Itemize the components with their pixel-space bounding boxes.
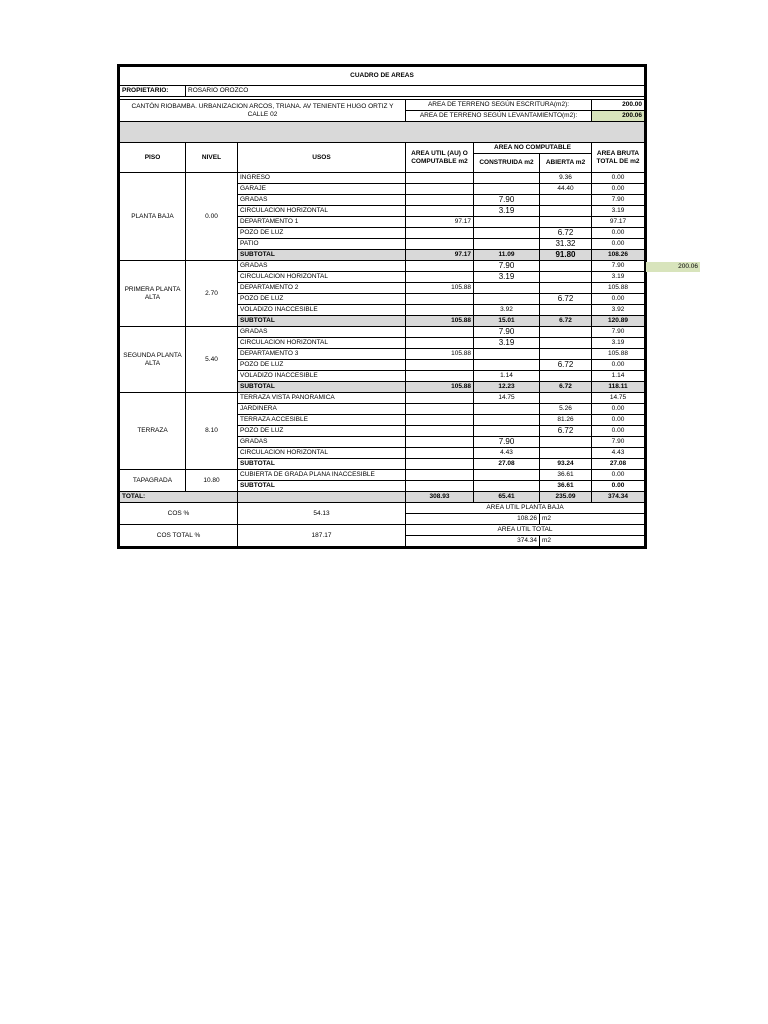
construida-value bbox=[474, 173, 540, 184]
uso-label: CIRCULACION HORIZONTAL bbox=[238, 272, 406, 283]
construida-value bbox=[474, 481, 540, 492]
bruta-value: 0.00 bbox=[592, 294, 645, 305]
header-piso: PISO bbox=[120, 143, 186, 173]
construida-value: 3.92 bbox=[474, 305, 540, 316]
util-value bbox=[406, 437, 474, 448]
total-util: 308.93 bbox=[406, 492, 474, 503]
floor-level: 0.00 bbox=[186, 173, 238, 261]
abierta-value bbox=[540, 272, 592, 283]
cos-total-area-value: 374.34 bbox=[406, 536, 540, 547]
cos-total-label: COS TOTAL % bbox=[120, 525, 238, 547]
util-value bbox=[406, 261, 474, 272]
floor-level: 2.70 bbox=[186, 261, 238, 327]
cos-value: 54.13 bbox=[238, 503, 406, 525]
bruta-value: 0.00 bbox=[592, 426, 645, 437]
floor-name: TAPAGRADA bbox=[120, 470, 186, 492]
bruta-value: 14.75 bbox=[592, 393, 645, 404]
abierta-value bbox=[540, 437, 592, 448]
util-value bbox=[406, 393, 474, 404]
cos-row bbox=[120, 503, 645, 514]
uso-label: SUBTOTAL bbox=[238, 250, 406, 261]
bruta-value: 0.00 bbox=[592, 470, 645, 481]
header-abierta: ABIERTA m2 bbox=[540, 154, 592, 173]
abierta-value bbox=[540, 327, 592, 338]
abierta-value bbox=[540, 371, 592, 382]
floor-level: 8.10 bbox=[186, 393, 238, 470]
bruta-value: 7.90 bbox=[592, 261, 645, 272]
table-row bbox=[120, 393, 645, 404]
uso-label: SUBTOTAL bbox=[238, 459, 406, 470]
construida-value: 14.75 bbox=[474, 393, 540, 404]
util-value: 105.88 bbox=[406, 316, 474, 327]
bruta-value: 120.89 bbox=[592, 316, 645, 327]
util-value bbox=[406, 239, 474, 250]
table-title: CUADRO DE AREAS bbox=[120, 67, 645, 86]
abierta-value: 36.61 bbox=[540, 470, 592, 481]
uso-label: CIRCULACION HORIZONTAL bbox=[238, 338, 406, 349]
header-usos: USOS bbox=[238, 143, 406, 173]
total-label: TOTAL: bbox=[120, 492, 238, 503]
floor-level: 5.40 bbox=[186, 327, 238, 393]
bruta-value: 3.19 bbox=[592, 206, 645, 217]
uso-label: VOLADIZO INACCESIBLE bbox=[238, 371, 406, 382]
abierta-value: 44.40 bbox=[540, 184, 592, 195]
construida-value bbox=[474, 349, 540, 360]
uso-label: TERRAZA ACCESIBLE bbox=[238, 415, 406, 426]
areas-table bbox=[119, 66, 645, 547]
util-value bbox=[406, 184, 474, 195]
uso-label: DEPARTAMENTO 3 bbox=[238, 349, 406, 360]
abierta-value: 91.80 bbox=[540, 250, 592, 261]
bruta-value: 7.90 bbox=[592, 195, 645, 206]
uso-label: CIRCULACION HORIZONTAL bbox=[238, 206, 406, 217]
total-blank bbox=[238, 492, 406, 503]
abierta-value: 5.26 bbox=[540, 404, 592, 415]
util-value bbox=[406, 459, 474, 470]
abierta-value: 6.72 bbox=[540, 316, 592, 327]
construida-value: 4.43 bbox=[474, 448, 540, 459]
abierta-value: 36.61 bbox=[540, 481, 592, 492]
uso-label: POZO DE LUZ bbox=[238, 294, 406, 305]
table-row bbox=[120, 261, 645, 272]
util-value bbox=[406, 327, 474, 338]
cos-total-row bbox=[120, 525, 645, 536]
abierta-value bbox=[540, 261, 592, 272]
bruta-value: 3.19 bbox=[592, 338, 645, 349]
uso-label: GRADAS bbox=[238, 195, 406, 206]
bruta-value: 0.00 bbox=[592, 404, 645, 415]
util-value bbox=[406, 470, 474, 481]
uso-label: SUBTOTAL bbox=[238, 382, 406, 393]
construida-value bbox=[474, 239, 540, 250]
bruta-value: 3.19 bbox=[592, 272, 645, 283]
construida-value: 7.90 bbox=[474, 195, 540, 206]
header-no-computable: AREA NO COMPUTABLE bbox=[474, 143, 592, 154]
construida-value bbox=[474, 426, 540, 437]
uso-label: DEPARTAMENTO 1 bbox=[238, 217, 406, 228]
abierta-value bbox=[540, 195, 592, 206]
construida-value: 15.01 bbox=[474, 316, 540, 327]
uso-label: VOLADIZO INACCESIBLE bbox=[238, 305, 406, 316]
abierta-value: 6.72 bbox=[540, 294, 592, 305]
table-row bbox=[120, 470, 645, 481]
floor-name: PLANTA BAJA bbox=[120, 173, 186, 261]
util-value bbox=[406, 448, 474, 459]
floor-level: 10.80 bbox=[186, 470, 238, 492]
address: CANTÓN RIOBAMBA. URBANIZACION ARCOS, TRIANA. AV TENIENTE HUGO ORTIZ Y CALLE 02 bbox=[120, 100, 406, 122]
total-construida: 65.41 bbox=[474, 492, 540, 503]
bruta-value: 3.92 bbox=[592, 305, 645, 316]
cos-label: COS % bbox=[120, 503, 238, 525]
uso-label: SUBTOTAL bbox=[238, 481, 406, 492]
util-value: 105.88 bbox=[406, 283, 474, 294]
util-value: 97.17 bbox=[406, 250, 474, 261]
floor-name: TERRAZA bbox=[120, 393, 186, 470]
terreno-levantamiento-value: 200.06 bbox=[592, 111, 645, 122]
uso-label: JARDINERA bbox=[238, 404, 406, 415]
util-value: 105.88 bbox=[406, 382, 474, 393]
uso-label: INGRESO bbox=[238, 173, 406, 184]
construida-value: 3.19 bbox=[474, 338, 540, 349]
util-value bbox=[406, 272, 474, 283]
util-value bbox=[406, 195, 474, 206]
construida-value: 3.19 bbox=[474, 206, 540, 217]
bruta-value: 1.14 bbox=[592, 371, 645, 382]
bruta-value: 7.90 bbox=[592, 437, 645, 448]
floor-name: SEGUNDA PLANTA ALTA bbox=[120, 327, 186, 393]
construida-value bbox=[474, 294, 540, 305]
uso-label: POZO DE LUZ bbox=[238, 360, 406, 371]
abierta-value: 6.72 bbox=[540, 426, 592, 437]
cos-area-unit: m2 bbox=[540, 514, 645, 525]
construida-value bbox=[474, 228, 540, 239]
abierta-value bbox=[540, 448, 592, 459]
uso-label: TERRAZA VISTA PANORAMICA bbox=[238, 393, 406, 404]
util-value bbox=[406, 206, 474, 217]
bruta-value: 4.43 bbox=[592, 448, 645, 459]
uso-label: SUBTOTAL bbox=[238, 316, 406, 327]
propietario-value: ROSARIO OROZCO bbox=[186, 86, 645, 97]
header-nivel: NIVEL bbox=[186, 143, 238, 173]
uso-label: GARAJE bbox=[238, 184, 406, 195]
cos-total-area-unit: m2 bbox=[540, 536, 645, 547]
util-value bbox=[406, 305, 474, 316]
uso-label: GRADAS bbox=[238, 261, 406, 272]
bruta-value: 0.00 bbox=[592, 184, 645, 195]
total-bruta: 374.34 bbox=[592, 492, 645, 503]
header-util: AREA UTIL (AU) O COMPUTABLE m2 bbox=[406, 143, 474, 173]
abierta-value: 6.72 bbox=[540, 228, 592, 239]
terreno-escritura-value: 200.00 bbox=[592, 100, 645, 111]
util-value bbox=[406, 294, 474, 305]
construida-value: 7.90 bbox=[474, 437, 540, 448]
uso-label: DEPARTAMENTO 2 bbox=[238, 283, 406, 294]
cos-area-value: 108.26 bbox=[406, 514, 540, 525]
abierta-value: 81.26 bbox=[540, 415, 592, 426]
construida-value: 12.23 bbox=[474, 382, 540, 393]
util-value bbox=[406, 371, 474, 382]
abierta-value bbox=[540, 338, 592, 349]
util-value bbox=[406, 173, 474, 184]
uso-label: CUBIERTA DE GRADA PLANA INACCESIBLE bbox=[238, 470, 406, 481]
construida-value bbox=[474, 404, 540, 415]
construida-value: 7.90 bbox=[474, 327, 540, 338]
abierta-value bbox=[540, 305, 592, 316]
abierta-value bbox=[540, 217, 592, 228]
uso-label: PATIO bbox=[238, 239, 406, 250]
construida-value: 1.14 bbox=[474, 371, 540, 382]
bruta-value: 0.00 bbox=[592, 481, 645, 492]
util-value bbox=[406, 228, 474, 239]
construida-value bbox=[474, 283, 540, 294]
abierta-value: 93.24 bbox=[540, 459, 592, 470]
construida-value bbox=[474, 360, 540, 371]
util-value bbox=[406, 481, 474, 492]
bruta-value: 7.90 bbox=[592, 327, 645, 338]
construida-value: 27.08 bbox=[474, 459, 540, 470]
header-construida: CONSTRUIDA m2 bbox=[474, 154, 540, 173]
abierta-value bbox=[540, 283, 592, 294]
util-value bbox=[406, 415, 474, 426]
bruta-value: 105.88 bbox=[592, 349, 645, 360]
total-abierta: 235.09 bbox=[540, 492, 592, 503]
bruta-value: 0.00 bbox=[592, 228, 645, 239]
abierta-value: 31.32 bbox=[540, 239, 592, 250]
header-bruta: AREA BRUTA TOTAL DE m2 bbox=[592, 143, 645, 173]
construida-value bbox=[474, 470, 540, 481]
bruta-value: 0.00 bbox=[592, 360, 645, 371]
util-value bbox=[406, 360, 474, 371]
abierta-value bbox=[540, 393, 592, 404]
abierta-value bbox=[540, 206, 592, 217]
util-value: 97.17 bbox=[406, 217, 474, 228]
gray-separator bbox=[120, 122, 645, 143]
bruta-value: 0.00 bbox=[592, 239, 645, 250]
bruta-value: 105.88 bbox=[592, 283, 645, 294]
abierta-value: 9.36 bbox=[540, 173, 592, 184]
uso-label: POZO DE LUZ bbox=[238, 228, 406, 239]
uso-label: CIRCULACION HORIZONTAL bbox=[238, 448, 406, 459]
abierta-value bbox=[540, 349, 592, 360]
construida-value bbox=[474, 217, 540, 228]
construida-value bbox=[474, 415, 540, 426]
abierta-value: 6.72 bbox=[540, 382, 592, 393]
util-value bbox=[406, 338, 474, 349]
bruta-value: 97.17 bbox=[592, 217, 645, 228]
util-value: 105.88 bbox=[406, 349, 474, 360]
util-value bbox=[406, 426, 474, 437]
uso-label: POZO DE LUZ bbox=[238, 426, 406, 437]
abierta-value: 6.72 bbox=[540, 360, 592, 371]
bruta-value: 0.00 bbox=[592, 415, 645, 426]
total-row bbox=[120, 492, 645, 503]
cos-total-area-label: AREA UTIL TOTAL bbox=[406, 525, 645, 536]
propietario-label: PROPIETARIO: bbox=[120, 86, 186, 97]
side-value: 200.06 bbox=[646, 262, 700, 272]
uso-label: GRADAS bbox=[238, 327, 406, 338]
bruta-value: 0.00 bbox=[592, 173, 645, 184]
floor-name: PRIMERA PLANTA ALTA bbox=[120, 261, 186, 327]
construida-value: 11.09 bbox=[474, 250, 540, 261]
terreno-levantamiento-label: AREA DE TERRENO SEGÚN LEVANTAMIENTO(m2): bbox=[406, 111, 592, 122]
construida-value bbox=[474, 184, 540, 195]
terreno-escritura-label: AREA DE TERRENO SEGÚN ESCRITURA(m2): bbox=[406, 100, 592, 111]
construida-value: 3.19 bbox=[474, 272, 540, 283]
cos-area-label: AREA UTIL PLANTA BAJA bbox=[406, 503, 645, 514]
table-row bbox=[120, 173, 645, 184]
table-row bbox=[120, 327, 645, 338]
util-value bbox=[406, 404, 474, 415]
bruta-value: 118.11 bbox=[592, 382, 645, 393]
construida-value: 7.90 bbox=[474, 261, 540, 272]
bruta-value: 27.08 bbox=[592, 459, 645, 470]
bruta-value: 108.26 bbox=[592, 250, 645, 261]
uso-label: GRADAS bbox=[238, 437, 406, 448]
cos-total-value: 187.17 bbox=[238, 525, 406, 547]
